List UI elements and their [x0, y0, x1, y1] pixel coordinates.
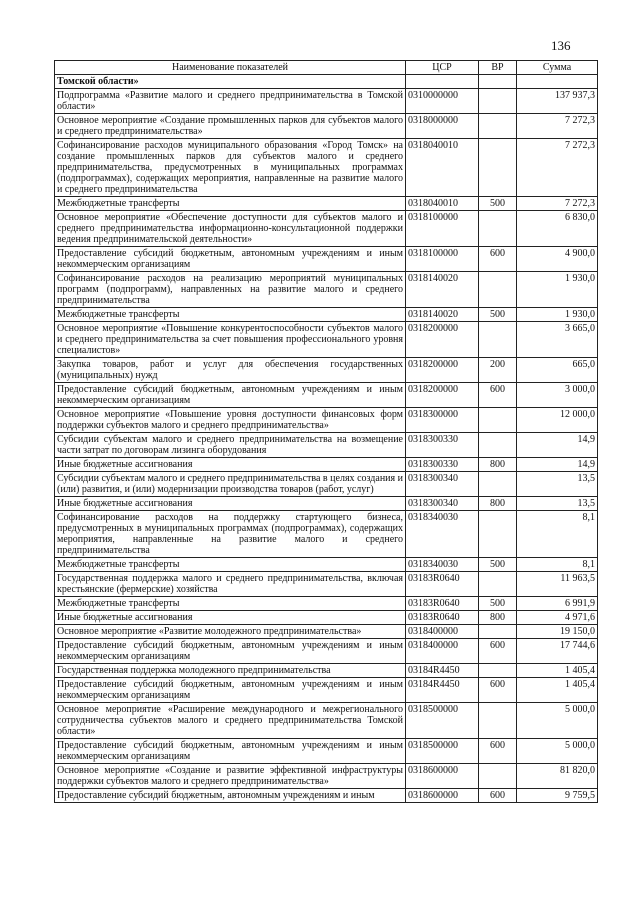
table-row: [55, 597, 598, 611]
row-name: Иные бюджетные ассигнования: [55, 458, 406, 472]
table-row: [55, 408, 598, 433]
region-vr: [479, 75, 517, 89]
table-row: [55, 458, 598, 472]
row-vr: 800: [479, 458, 517, 472]
table-row: [55, 358, 598, 383]
row-name: Основное мероприятие «Развитие молодежного предпринимательства»: [55, 625, 406, 639]
row-csr: 0318300340: [406, 497, 479, 511]
row-name: Основное мероприятие «Повышение уровня доступности финансовых форм поддержки субъектов малого и среднего предпринимательства»: [55, 408, 406, 433]
row-sum: 7 272,3: [517, 114, 598, 139]
row-vr: 500: [479, 558, 517, 572]
row-vr: [479, 89, 517, 114]
row-name: Межбюджетные трансферты: [55, 197, 406, 211]
row-csr: 03184R4450: [406, 664, 479, 678]
row-name: Основное мероприятие «Расширение международного и межрегионального сотрудничества субъектов малого и среднего предпринимательства Томской области»: [55, 703, 406, 739]
row-vr: 500: [479, 597, 517, 611]
row-sum: 19 150,0: [517, 625, 598, 639]
row-csr: 0318000000: [406, 114, 479, 139]
row-name: Предоставление субсидий бюджетным, автономным учреждениям и иным некоммерческим организациям: [55, 678, 406, 703]
row-csr: 0318500000: [406, 739, 479, 764]
header-sum: Сумма: [517, 61, 598, 75]
table-row: [55, 611, 598, 625]
row-csr: 0318140020: [406, 272, 479, 308]
row-vr: [479, 764, 517, 789]
header-name: Наименование показателей: [55, 61, 406, 75]
row-name: Основное мероприятие «Обеспечение доступности для субъектов малого и среднего предпринимательства информационно-консультационной поддержки ведения предпринимательской деятельности»: [55, 211, 406, 247]
row-csr: 0318040010: [406, 139, 479, 197]
row-name: Предоставление субсидий бюджетным, автономным учреждениям и иным: [55, 789, 406, 803]
row-vr: [479, 272, 517, 308]
table-row: [55, 764, 598, 789]
row-vr: [479, 625, 517, 639]
row-sum: 137 937,3: [517, 89, 598, 114]
table-row: [55, 739, 598, 764]
header-csr: ЦСР: [406, 61, 479, 75]
table-row: [55, 572, 598, 597]
table-row: [55, 789, 598, 803]
row-csr: 0318100000: [406, 211, 479, 247]
row-csr: 0318200000: [406, 383, 479, 408]
row-name: Предоставление субсидий бюджетным, автономным учреждениям и иным некоммерческим организациям: [55, 247, 406, 272]
table-row: [55, 472, 598, 497]
row-vr: 600: [479, 383, 517, 408]
row-vr: [479, 139, 517, 197]
row-csr: 03184R4450: [406, 678, 479, 703]
page-number: 136: [551, 38, 571, 53]
row-csr: 0310000000: [406, 89, 479, 114]
table-row: [55, 322, 598, 358]
row-name: Закупка товаров, работ и услуг для обеспечения государственных (муниципальных) нужд: [55, 358, 406, 383]
table-row: [55, 639, 598, 664]
row-csr: 0318340030: [406, 511, 479, 558]
row-name: Межбюджетные трансферты: [55, 558, 406, 572]
row-name: Софинансирование расходов муниципального образования «Город Томск» на создание промышленных парков для субъектов малого и среднего предпринимательства, предусмотренных в муниципальных программах (подпрограммах), содержащих мероприятия, направленные на развитие малого и среднего предпринимательства: [55, 139, 406, 197]
row-vr: [479, 511, 517, 558]
row-csr: 0318100000: [406, 247, 479, 272]
row-name: Государственная поддержка молодежного предпринимательства: [55, 664, 406, 678]
row-csr: 03183R0640: [406, 572, 479, 597]
row-sum: 4 971,6: [517, 611, 598, 625]
row-csr: 0318600000: [406, 789, 479, 803]
table-row: [55, 558, 598, 572]
table-row: [55, 678, 598, 703]
row-vr: 200: [479, 358, 517, 383]
row-vr: [479, 703, 517, 739]
row-csr: 0318300340: [406, 472, 479, 497]
table-row: [55, 383, 598, 408]
table-row: [55, 114, 598, 139]
row-vr: [479, 408, 517, 433]
row-sum: 1 930,0: [517, 308, 598, 322]
region-csr: [406, 75, 479, 89]
row-sum: 13,5: [517, 472, 598, 497]
row-sum: 665,0: [517, 358, 598, 383]
row-vr: 600: [479, 639, 517, 664]
table-row: [55, 511, 598, 558]
row-sum: 5 000,0: [517, 703, 598, 739]
row-vr: [479, 322, 517, 358]
header-vr: ВР: [479, 61, 517, 75]
row-sum: 8,1: [517, 511, 598, 558]
row-csr: 0318600000: [406, 764, 479, 789]
row-csr: 03183R0640: [406, 611, 479, 625]
row-name: Предоставление субсидий бюджетным, автономным учреждениям и иным некоммерческим организациям: [55, 739, 406, 764]
region-row: [55, 75, 598, 89]
budget-table: [54, 60, 598, 803]
table-row: [55, 247, 598, 272]
row-sum: 1 405,4: [517, 678, 598, 703]
row-sum: 7 272,3: [517, 197, 598, 211]
row-sum: 81 820,0: [517, 764, 598, 789]
table-row: [55, 139, 598, 197]
row-sum: 8,1: [517, 558, 598, 572]
row-name: Межбюджетные трансферты: [55, 597, 406, 611]
row-sum: 4 900,0: [517, 247, 598, 272]
row-name: Иные бюджетные ассигнования: [55, 611, 406, 625]
row-sum: 1 405,4: [517, 664, 598, 678]
row-sum: 5 000,0: [517, 739, 598, 764]
row-name: Основное мероприятие «Создание промышленных парков для субъектов малого и среднего предпринимательства»: [55, 114, 406, 139]
row-sum: 14,9: [517, 458, 598, 472]
row-vr: [479, 572, 517, 597]
row-vr: 500: [479, 308, 517, 322]
row-name: Субсидии субъектам малого и среднего предпринимательства в целях создания и (или) развития, и (или) модернизации производства товаров (работ, услуг): [55, 472, 406, 497]
row-vr: 600: [479, 789, 517, 803]
row-csr: 0318400000: [406, 639, 479, 664]
row-name: Софинансирование расходов на реализацию мероприятий муниципальных программ (подпрограмм), направленных на развитие малого и среднего предпринимательства: [55, 272, 406, 308]
row-vr: [479, 114, 517, 139]
row-sum: 3 000,0: [517, 383, 598, 408]
row-csr: 03183R0640: [406, 597, 479, 611]
row-vr: 600: [479, 739, 517, 764]
table-row: [55, 664, 598, 678]
row-sum: 6 991,9: [517, 597, 598, 611]
row-name: Подпрограмма «Развитие малого и среднего предпринимательства в Томской области»: [55, 89, 406, 114]
row-name: Основное мероприятие «Повышение конкурентоспособности субъектов малого и среднего предпринимательства за счет повышения профессионального уровня специалистов»: [55, 322, 406, 358]
region-sum: [517, 75, 598, 89]
row-name: Предоставление субсидий бюджетным, автономным учреждениям и иным некоммерческим организациям: [55, 639, 406, 664]
row-csr: 0318400000: [406, 625, 479, 639]
table-row: [55, 497, 598, 511]
row-name: Государственная поддержка малого и среднего предпринимательства, включая крестьянские (фермерские) хозяйства: [55, 572, 406, 597]
row-vr: 600: [479, 678, 517, 703]
row-csr: 0318200000: [406, 322, 479, 358]
region-name: Томской области»: [55, 75, 406, 89]
row-sum: 12 000,0: [517, 408, 598, 433]
row-csr: 0318500000: [406, 703, 479, 739]
row-name: Иные бюджетные ассигнования: [55, 497, 406, 511]
table-row: [55, 89, 598, 114]
row-vr: 800: [479, 611, 517, 625]
row-csr: 0318300330: [406, 433, 479, 458]
table-row: [55, 308, 598, 322]
row-sum: 17 744,6: [517, 639, 598, 664]
row-vr: [479, 211, 517, 247]
table-row: [55, 272, 598, 308]
row-vr: [479, 664, 517, 678]
row-vr: [479, 472, 517, 497]
row-sum: 11 963,5: [517, 572, 598, 597]
row-sum: 14,9: [517, 433, 598, 458]
row-name: Субсидии субъектам малого и среднего предпринимательства на возмещение части затрат по договорам лизинга оборудования: [55, 433, 406, 458]
row-csr: 0318340030: [406, 558, 479, 572]
row-sum: 6 830,0: [517, 211, 598, 247]
row-name: Основное мероприятие «Создание и развитие эффективной инфраструктуры поддержки субъектов малого и среднего предпринимательства»: [55, 764, 406, 789]
table-header-row: [55, 61, 598, 75]
row-name: Межбюджетные трансферты: [55, 308, 406, 322]
row-csr: 0318300000: [406, 408, 479, 433]
row-csr: 0318040010: [406, 197, 479, 211]
row-name: Предоставление субсидий бюджетным, автономным учреждениям и иным некоммерческим организациям: [55, 383, 406, 408]
row-csr: 0318140020: [406, 308, 479, 322]
row-sum: 3 665,0: [517, 322, 598, 358]
table-row: [55, 703, 598, 739]
row-vr: 800: [479, 497, 517, 511]
row-csr: 0318300330: [406, 458, 479, 472]
table-row: [55, 625, 598, 639]
table-row: [55, 433, 598, 458]
row-vr: 500: [479, 197, 517, 211]
row-vr: [479, 433, 517, 458]
row-vr: 600: [479, 247, 517, 272]
table-row: [55, 197, 598, 211]
row-sum: 9 759,5: [517, 789, 598, 803]
row-sum: 1 930,0: [517, 272, 598, 308]
table-row: [55, 211, 598, 247]
row-sum: 13,5: [517, 497, 598, 511]
row-sum: 7 272,3: [517, 139, 598, 197]
row-csr: 0318200000: [406, 358, 479, 383]
row-name: Софинансирование расходов на поддержку стартующего бизнеса, предусмотренных в муниципальных программах (подпрограммах), содержащих мероприятия, направленные на развитие малого и среднего предпринимательства: [55, 511, 406, 558]
